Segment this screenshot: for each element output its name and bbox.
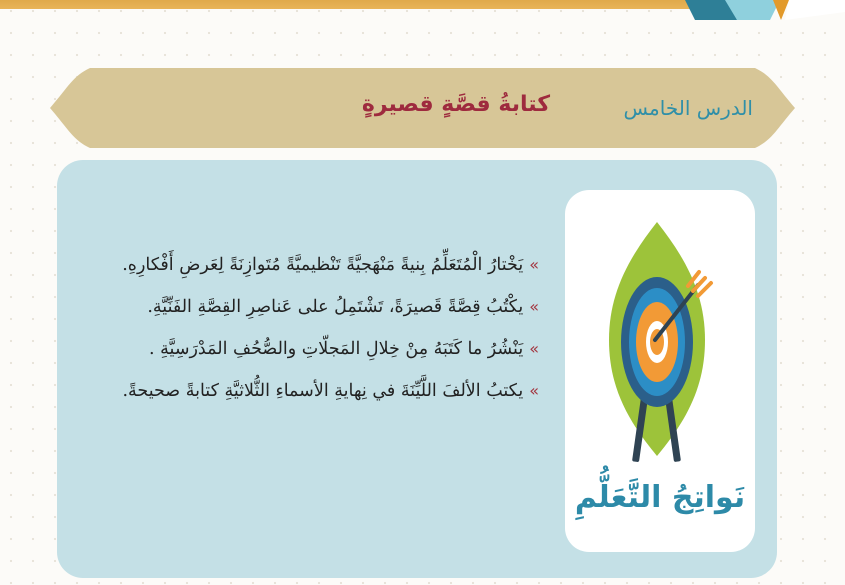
lesson-header-banner (50, 68, 795, 148)
bullet-icon: » (529, 381, 539, 400)
bullet-icon: » (529, 255, 539, 274)
bullet-icon: » (529, 339, 539, 358)
target-arrow-icon (565, 190, 755, 480)
list-item (69, 339, 539, 381)
outcome-text: يَنْشُرُ ما كَتَبَهُ مِنْ خِلالِ المَجلّاتِ والصُّحُفِ المَدْرَسِيَّةِ . (149, 339, 524, 359)
list-item (69, 297, 539, 339)
list-item (69, 255, 539, 297)
learning-outcomes-panel (57, 160, 777, 578)
outcome-text: يَخْتارُ الْمُتَعَلِّمُ بِنيةً مَنْهَجيَّةً تَنْظيميَّةً مُتَوازِنَةً لِعَرضِ أَفْكارِهِ. (122, 255, 524, 275)
bullet-icon: » (529, 297, 539, 316)
lesson-number-label: الدرس الخامس (623, 96, 753, 120)
learning-outcomes-card (565, 190, 755, 552)
lesson-title: كتابةُ قصَّةٍ قصيرةٍ (361, 92, 550, 117)
list-item (69, 381, 539, 423)
corner-decoration (685, 0, 845, 20)
top-accent-bar (0, 0, 700, 9)
learning-outcomes-title: نَواتِجُ التَّعَلُّمِ (574, 480, 746, 515)
outcome-text: يكْتُبُ قِصَّةً قَصيرَةً، تَشْتَمِلُ على عَناصِرِ القِصَّةِ الفَنِّيَّةِ. (147, 297, 524, 317)
learning-outcomes-list (69, 255, 539, 423)
outcome-text: يكتبُ الألفَ اللَّيِّنَةَ في نِهايةِ الأسماءِ الثُّلاثيَّةِ كتابةً صحيحةً. (122, 381, 524, 401)
